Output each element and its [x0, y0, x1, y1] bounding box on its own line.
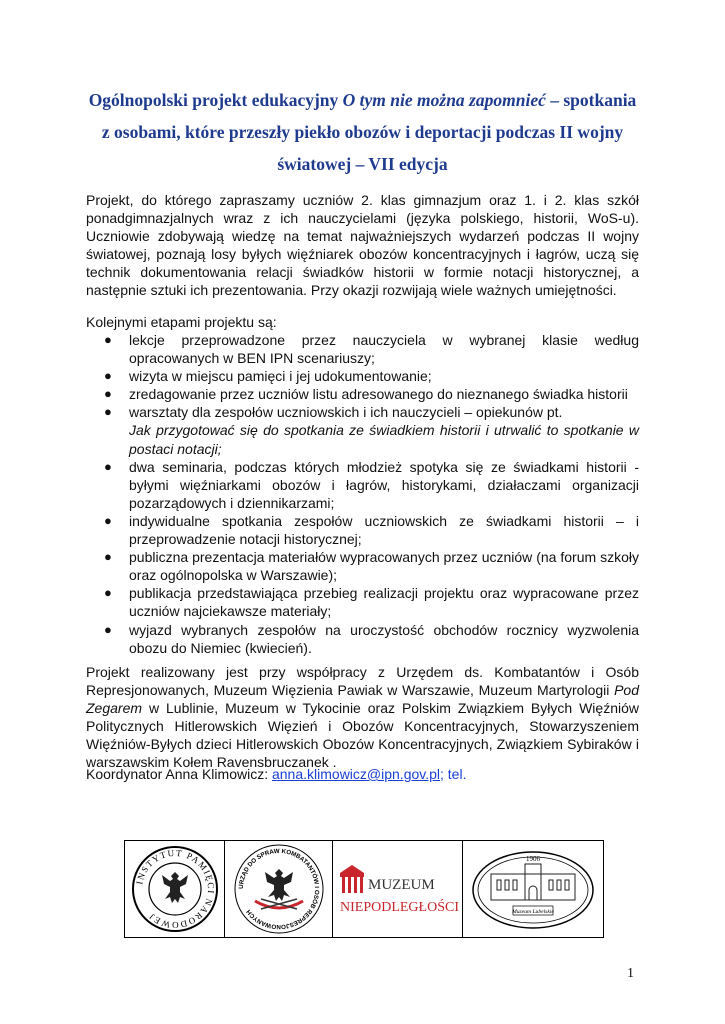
bullet-icon: ●	[104, 549, 112, 565]
lubelskie-year: 1906	[526, 855, 540, 863]
coordinator-tel: ; tel.	[440, 766, 467, 782]
list-item: ● publiczna prezentacja materiałów wypracowanych przez uczniów (na forum szkoły oraz ogólnopolska w Warszawie);	[104, 549, 639, 584]
title-line-1: Ogólnopolski projekt edukacyjny O tym nie można zapomnieć – spotkania	[88, 90, 637, 110]
list-item: ● publikacja przedstawiająca przebieg realizacji projektu oraz wypracowane przez uczniów najciekawsze materiały;	[104, 585, 639, 620]
muzeum-lubelskie-logo	[463, 841, 603, 937]
bullet-icon: ●	[104, 585, 112, 601]
bullet-icon: ●	[104, 458, 112, 474]
list-item: ● lekcje przeprowadzone przez nauczyciela w wybranej klasie według opracowanych w BEN IPN scenariuszy;	[104, 332, 639, 367]
coordinator-line: Koordynator Anna Klimowicz: anna.klimowicz@ipn.gov.pl; tel.	[86, 766, 467, 782]
bullet-icon: ●	[104, 386, 112, 402]
stages-list	[86, 331, 639, 657]
title-line-3: światowej – VII edycja	[277, 154, 448, 174]
bullet-icon: ●	[104, 621, 112, 637]
partner-logos	[124, 840, 604, 938]
stages-heading: Kolejnymi etapami projektu są:	[86, 314, 277, 330]
ipn-logo	[125, 841, 225, 937]
bullet-icon: ●	[104, 512, 112, 528]
list-item: ● indywidualne spotkania zespołów uczniowskich ze świadkami historii – i przeprowadzenie notacji historycznej;	[104, 512, 639, 548]
lubelskie-text: Muzeum Lubelskie	[512, 909, 554, 915]
muzeum-line-1: MUZEUM	[367, 877, 435, 893]
document-title	[70, 84, 655, 180]
list-item: ● warsztaty dla zespołów uczniowskich i ich nauczycieli – opiekunów pt. Jak przygotować się do spotkania ze świadkiem historii i utrwalić to spotkanie w postaci notacji;	[104, 404, 639, 457]
title-line-2: z osobami, które przeszły piekło obozów i deportacji podczas II wojny	[101, 122, 624, 142]
muzeum-niepodleglosci-logo	[333, 841, 463, 937]
list-item: ● dwa seminaria, podczas których młodzież spotyka się ze świadkami historii - byłymi więźniarkami obozów i łagrów, historykami, działaczami organizacji pozarządowych i dziennikarzami;	[104, 458, 639, 511]
list-item: ● wyjazd wybranych zespołów na uroczystość obchodów rocznicy wyzwolenia obozu do Niemiec (kwiecień).	[104, 621, 639, 656]
list-item: ● wizyta w miejscu pamięci i jej udokumentowanie;	[104, 368, 432, 385]
workshop-title: Jak przygotować się do spotkania ze świadkiem historii i utrwalić to spotkanie w postaci notacji;	[129, 422, 639, 457]
ipn-logo-text: INSTYTUT PAMIĘCI NARODOWEJ	[133, 847, 216, 931]
partners-paragraph: Projekt realizowany jest przy współpracy z Urzędem ds. Kombatantów i Osób Represjonowanych, Muzeum Więzienia Pawiak w Warszawie, Muzeum Martyrologii Pod Zegarem w Lublinie, Muzeum w Tykocinie oraz Polskim Związkiem Byłych Więźniów Politycznych Hitlerowskich Więzień i Obozów Koncentracyjnych, Stowarzyszeniem Więźniów-Byłych dzieci Hitlerowskich Obozów Koncentracyjnych, Związkiem Sybiraków i warszawskim Kołem Ravensbruczanek .	[86, 664, 639, 771]
coordinator-email-link[interactable]: anna.klimowicz@ipn.gov.pl	[271, 766, 441, 782]
page-number: 1	[627, 966, 634, 981]
bullet-icon: ●	[104, 368, 112, 384]
bullet-icon: ●	[104, 332, 112, 347]
bullet-icon: ●	[104, 404, 112, 420]
muzeum-line-2: NIEPODLEGŁOŚCI	[339, 900, 459, 915]
udsk-logo-text: URZĄD DO SPRAW KOMBATANTÓW I OSÓB REPRESJONOWANYCH	[237, 847, 320, 931]
udsk-logo	[225, 841, 333, 937]
list-item: ● zredagowanie przez uczniów listu adresowanego do nieznanego świadka historii	[104, 386, 628, 403]
intro-paragraph: Projekt, do którego zapraszamy uczniów 2. klas gimnazjum oraz 1. i 2. klas szkół ponadgimnazjalnych wraz z ich nauczycielami (języka polskiego, historii, WoS-u). Uczniowie zdobywają wiedzę na temat najważniejszych wydarzeń podczas II wojny światowej, poznają losy byłych więźniarek obozów koncentracyjnych i łagrów, uczą się technik dokumentowania relacji świadków historii w formie notacji historycznej, a następnie sztuki ich prezentowania. Przy okazji rozwijają wiele ważnych umiejętności.	[86, 192, 639, 299]
